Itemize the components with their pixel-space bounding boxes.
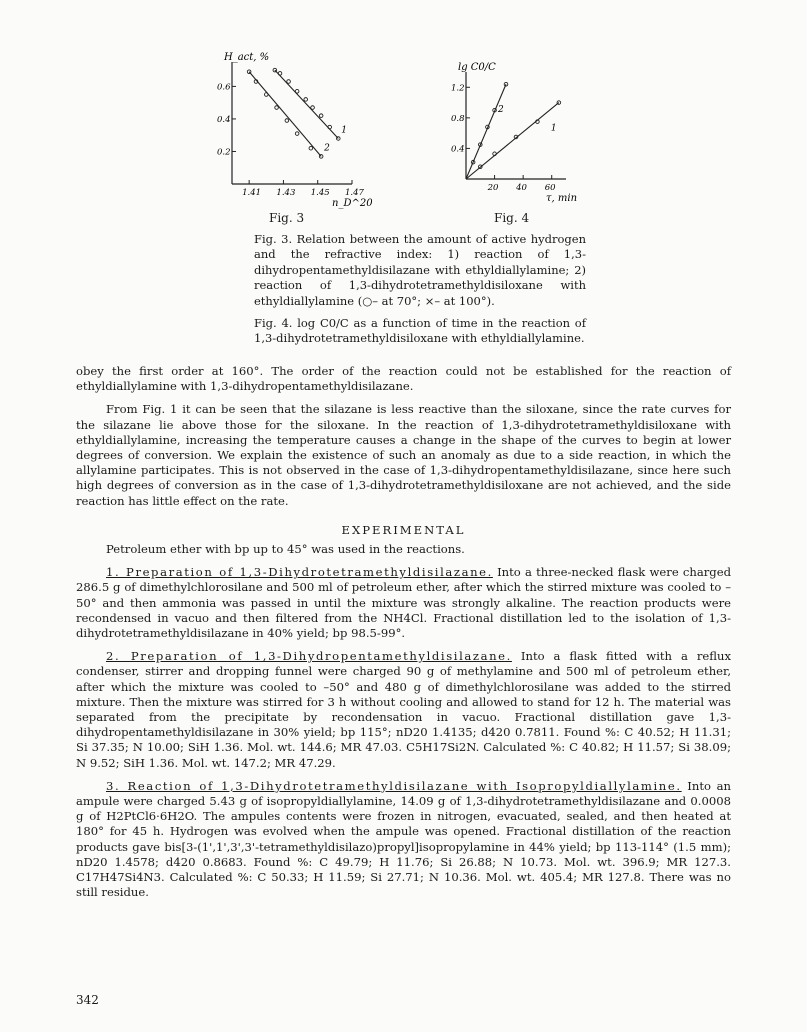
fig3-y-tick-label: 0.6	[217, 82, 231, 93]
fig3-caption-text: Fig. 3. Relation between the amount of active hydrogen and the refractive index: 1) reaction of 1,3-dihydropentamethyldisilazane with ethyldiallylamine; 2) reaction of 1,3-dihydrotetramethyldisiloxane with ethyldiallylamine (○– at 70°; ×– at 100°).	[254, 232, 586, 308]
experiment-2-text: Into a flask fitted with a reflux condenser, stirrer and dropping funnel were charged 90 g of methylamine and 500 ml of petroleum ether, after which the mixture was cooled to –50° and 480 g of dimethylchlorosilane was added to the stirred mixture. Then the mixture was stirred for 3 h without cooling and allowed to stand for 12 h. The material was separated from the precipitate by recondensation in vacuo. Fractional distillation gave 1,3-dihydropentamethyldisilazane in 30% yield; bp 115°; nD20 1.4135; d420 0.7811. Found %: C 40.52; H 11.31; Si 37.35; N 10.00; SiH 1.36. Mol. wt. 144.6; MR 47.03. C5H17Si2N. Calculated %: C 40.82; H 11.57; Si 38.09; N 9.52; SiH 1.36. Mol. wt. 147.2; MR 47.29.	[76, 649, 731, 770]
fig3-point	[311, 106, 315, 110]
section-heading: EXPERIMENTAL	[341, 522, 466, 537]
fig3-x-tick-label: 1.47	[345, 188, 364, 198]
fig3-point	[319, 114, 323, 118]
fig3-series-label: 2	[324, 143, 330, 154]
fig3-caption	[254, 232, 586, 309]
experiment-2-title: 2. Preparation of 1,3-Dihydropentamethyldisilazane.	[106, 649, 512, 664]
fig4-series-label: 2	[498, 105, 504, 116]
fig3-xlabel: n_D^20	[332, 198, 373, 209]
fig3-x-tick-label: 1.45	[310, 188, 330, 198]
fig4-y-tick-label: 0.8	[451, 113, 465, 124]
fig3-point	[278, 72, 282, 76]
fig3-point	[319, 155, 323, 159]
fig4-series-label: 1	[550, 123, 557, 134]
fig3-ylabel: H_act, %	[224, 52, 270, 63]
paragraph: From Fig. 1 it can be seen that the silazane is less reactive than the siloxane, since the rate curves for the silazane lie above those for the siloxane. In the reaction of 1,3-dihydrotetramethyldisiloxane with ethyldiallylamine, increasing the temperature causes a change in the shape of the curves to begin at lower degrees of conversion. We explain the existence of such an anomaly as due to a side reaction, in which the allylamine participates. This is not observed in the case of 1,3-dihydropentamethyldisilazane, since here such high degrees of conversion as in the case of 1,3-dihydrotetramethyldisiloxane are not achieved, and the side reaction has little effect on the rate.	[76, 402, 731, 508]
experiment-1-text: Into a three-necked flask were charged 286.5 g of dimethylchlorosilane and 500 ml of petroleum ether, after which the stirred mixture was cooled to –50° and then ammonia was passed in until the mixture was strongly alkaline. The reaction products were recondensed in vacuo and then filtered from the NH4Cl. Fractional distillation led to the isolation of 1,3-dihydrotetramethyldisilazane in 40% yield; bp 98.5-99°.	[76, 565, 731, 641]
fig3-point	[295, 132, 299, 136]
fig3-series-2-line	[249, 72, 321, 157]
experiment-2	[76, 649, 731, 771]
fig3-y-tick-label: 0.4	[217, 114, 231, 125]
fig4-x-tick-label: 40	[516, 183, 527, 193]
body-text	[76, 364, 731, 901]
fig3-point	[295, 89, 299, 93]
paragraph: obey the first order at 160°. The order of the reaction could not be established for the reaction of ethyldiallylamine with 1,3-dihydropentamethyldisilazane.	[76, 364, 731, 394]
fig4-x-tick-label: 60	[544, 183, 556, 193]
fig4-caption	[254, 316, 586, 347]
fig3-point	[304, 98, 308, 102]
fig3-point	[275, 106, 279, 110]
paragraph: Petroleum ether with bp up to 45° was used in the reactions.	[106, 542, 465, 557]
page-number: 342	[76, 993, 99, 1007]
experiment-3	[76, 779, 731, 901]
figures-area	[0, 0, 807, 240]
fig3-point	[287, 80, 291, 84]
fig3-label: Fig. 3	[269, 211, 305, 225]
fig3-y-tick-label: 0.2	[217, 147, 231, 158]
fig4-x-tick-label: 20	[487, 183, 499, 193]
fig3-x-tick-label: 1.41	[242, 188, 262, 198]
fig4-label: Fig. 4	[494, 211, 530, 225]
fig4-y-tick-label: 0.4	[451, 144, 465, 155]
fig4-series-2-line	[466, 84, 506, 179]
fig4-ylabel: lg C0/C	[458, 62, 496, 73]
experiment-3-text: Into an ampule were charged 5.43 g of isopropyldiallylamine, 14.09 g of 1,3-dihydrotetramethyldisilazane and 0.0008 g of H2PtCl6·6H2O. The ampules contents were frozen in nitrogen, evacuated, sealed, and then heated at 180° for 45 h. Hydrogen was evolved when the ampule was opened. Fractional distillation of the reaction products gave bis[3-(1',1',3',3'-tetramethyldisilazo)propyl]isopropylamine in 44% yield; bp 113-114° (1.5 mm); nD20 1.4578; d420 0.8683. Found %: C 49.79; H 11.76; Si 26.88; N 10.73. Mol. wt. 396.9; MR 127.3. C17H47Si4N3. Calculated %: C 50.33; H 11.59; Si 27.71; N 10.36. Mol. wt. 405.4; MR 127.8. There was no still residue.	[76, 778, 732, 900]
fig4-y-tick-label: 1.2	[451, 83, 465, 94]
fig3-series-label: 1	[341, 125, 348, 136]
fig3-point	[264, 93, 268, 97]
experiment-1-title: 1. Preparation of 1,3-Dihydrotetramethyldisilazane.	[106, 565, 493, 580]
fig3-point	[285, 119, 289, 123]
experiment-1	[76, 565, 731, 641]
fig3-point	[309, 146, 313, 150]
experiment-3-title: 3. Reaction of 1,3-Dihydrotetramethyldisilazane with Isopropyldiallylamine.	[106, 778, 682, 793]
fig4-series-1-line	[466, 103, 559, 179]
fig3-point	[247, 70, 251, 74]
fig4-caption-text: Fig. 4. log C0/C as a function of time in the reaction of 1,3-dihydrotetramethyldisiloxane with ethyldiallylamine.	[254, 316, 586, 346]
fig3-x-tick-label: 1.43	[276, 188, 296, 198]
fig4-xlabel: τ, min	[546, 193, 578, 204]
fig3-chart	[0, 0, 807, 240]
